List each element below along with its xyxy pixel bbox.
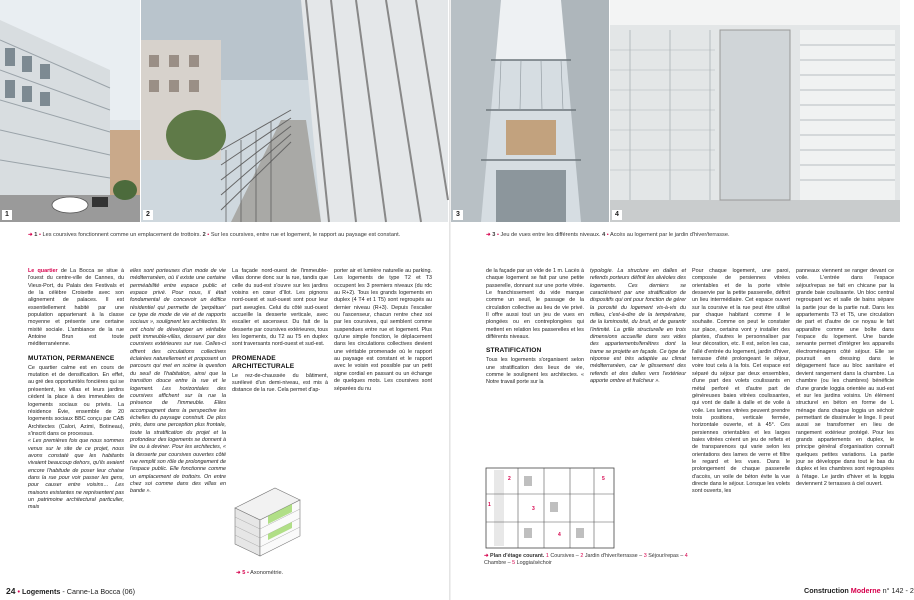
article-column-3 — [232, 268, 328, 473]
issue-number: n° 142 - 2 — [882, 586, 914, 595]
caption-num: 1 — [34, 232, 38, 238]
photo-3-image — [451, 0, 609, 222]
article-column-7 — [692, 268, 790, 586]
quote-text: « Les premières fois que nous sommes venus sur le site de ce projet, nous avons constaté que les habitants vivaient beaucoup dehors, qu'ils avaient encore l'habitude de poser leur chaise dans la rue pour voir passer les gens, pour causer entre voisins… Les maisons existantes ne représentent pas un patrimoine architectural particulier, mais — [28, 438, 124, 511]
photo-4 — [610, 0, 900, 222]
plan-label: 1 — [488, 502, 491, 508]
paragraph-text: typologie. La structure en dalles et refends porteurs définit les alvéoles des logements. Ces derniers se caractérisent par une stratification de dispositifs qui ont pour fonction de gérer la porosité du logement vis-à-vis du milieu, c'est-à-dire de la température, de la luminosité, du bruit, et de garantir l'intimité. La grille structurelle en trois dimensions accueille dans ses vides des appartements/fenêtres dont la trame se projette en façade. Ce type de réponse est très adaptée au climat méditerranéen, car le glissement des refends et des dalles vers l'extérieur apporte ombre et fraîcheur ». — [590, 268, 686, 385]
paragraph: porter air et lumière naturelle au parking. Les logements de type T2 et T3 occupent les 3 premiers niveaux (du rdc au R+2). Tous les grands logements en duplex (4 T4 et 1 T5) sont regroupés au dernier niveau (R+3). Depuis l'escalier ou l'ascenseur, chacun rentre chez soi par les coursives, qui semblent comme suspendues entre rue et logement. Plus qu'une simple fonction, le déplacement dans les circulations collectives devient une véritable promenade où le rapport au paysage est constant et le rapport avec le voisin est possible par un petit signe cordial en passant ou un échange de quelques mots. Les coursives sont séparées du nu — [334, 268, 432, 392]
photo-3 — [451, 0, 609, 222]
paragraph: La façade nord-ouest de l'immeuble-villas donne donc sur la rue, tandis que celle du sud-est s'ouvre sur les jardins voisins en cœur d'îlot. Les pignons nord-ouest et sud-ouest sont pour leur part aveugles. Celui du côté sud-ouest accueille la desserte verticale, avec escalier et ascenseur. Du fait de la desserte par coursives extérieures, tous les logements, du T2 au T5 en duplex sont traversants nord-ouest et sud-est. — [232, 268, 328, 348]
section-heading: STRATIFICATION — [486, 347, 542, 355]
legend-label: Jardin d'hiver/terrasse — [584, 553, 638, 559]
paragraph — [130, 268, 226, 496]
caption-text: Les coursives fonctionnent comme un emplacement de trottoirs. — [42, 232, 202, 238]
caption-text: Jeu de vues entre les différents niveaux. — [500, 232, 601, 238]
page-number: 24 — [6, 586, 16, 596]
plan-label: 2 — [508, 476, 511, 482]
photo-3-number: 3 — [453, 210, 463, 220]
caption-arrow-icon: ➜ — [236, 570, 241, 576]
caption-text: Sur les coursives, entre rue et logement, le rapport au paysage est constant. — [210, 232, 401, 238]
plan-label: 5 — [602, 476, 605, 482]
legend-num: 1 — [545, 553, 549, 559]
footer-right — [804, 586, 914, 595]
magazine-name-b: Moderne — [850, 586, 881, 595]
article-column-8 — [796, 268, 894, 586]
paragraph: Ce quartier calme est en cours de mutation et de densification. En effet, au gré des opportunités foncières qui se présentent, les villas et leurs jardins cèdent la place à des immeubles de logements sociaux ou privés. La résidence Évie, ensemble de 20 logements sociaux BBC conçu par CAB Architectes (Calori, Azimi, Botineau), s'inscrit dans ce processus. — [28, 364, 124, 437]
caption-left — [28, 232, 400, 239]
caption-arrow-icon: ➜ — [28, 232, 33, 238]
quote-paragraph — [28, 438, 124, 511]
legend-label: Séjour/repas — [648, 553, 679, 559]
caption-dot-icon: • — [496, 232, 499, 238]
caption-dot-icon: • — [246, 570, 249, 576]
plan-caption-title: Plan d'étage courant. — [490, 553, 545, 559]
caption-arrow-icon: ➜ — [484, 553, 489, 559]
location: Canne-La Bocca (06) — [66, 587, 136, 596]
photo-1 — [0, 0, 140, 222]
footer-left — [6, 586, 135, 596]
caption-num: 2 — [202, 232, 206, 238]
axonometry-caption — [236, 570, 283, 576]
article-column-2 — [130, 268, 226, 586]
legend-label: Loggia/séchoir — [516, 560, 552, 566]
photo-1-image — [0, 0, 140, 222]
legend-num: 4 — [684, 553, 688, 559]
paragraph-text: de La Bocca se situe à l'ouest du centre-ville de Cannes, du Vieux-Port, du Palais des Festivals et de la célèbre Croisette avec son alignement de palaces. Il est essentiellement habité par une population appartenant à la classe moyenne et présente une certaine mixité sociale. L'ambiance de la rue Antoine Brun est toute méditerranéenne. — [28, 268, 124, 348]
caption-num: 3 — [492, 232, 496, 238]
legend-label: Coursives — [550, 553, 575, 559]
caption-dot-icon: • — [38, 232, 41, 238]
photo-2-number: 2 — [143, 210, 153, 220]
caption-arrow-icon: ➜ — [486, 232, 491, 238]
paragraph — [28, 268, 124, 349]
plan-caption: ➜ Plan d'étage courant. 1 Coursives – 2 Jardin d'hiver/terrasse – 3 Séjour/repas – 4 Chambre – 5 Loggia/séchoir — [484, 553, 688, 566]
axonometry-caption-text: Axonométrie. — [250, 570, 284, 576]
photo-1-number: 1 — [2, 210, 12, 220]
paragraph: Pour chaque logement, une paroi, composée de persiennes vitrées orientables et de la porte vitrée desservie par la petite passerelle, définit un lieu intermédiaire. Cet espace ouvert sur la coursive et la rue peut être utilisé par chaque habitant comme il le souhaite. Comme on peut le constater sur place, certains vont y installer des plantes, d'autres le personnaliser par leur décoration, etc. Il est, selon les cas, l'allé d'entrée du logement, jardin d'hiver, terrasse d'été prolongeant le séjour, voire tout cela à la fois. Cet espace est séparé du séjour par deux ensembles, d'une part des volets coulissants en métal perforé et d'autre part de généreuses baies vitrées coulissantes, qui vont de dalle à dalle et de voile à voile. Les lames vitrées peuvent prendre trois positions, verticale fermée, horizontale ouverte, et à 45°. Ces persiennes orientables et les larges baies vitrées créent un jeu de reflets et de transparences qui varie selon les orientations des lames de verre et filtre le regard et les vues. Dans le prolongement de chaque passerelle d'accès, un voile de béton évite la vue directe dans le séjour. Lorsque les volets sont ouverts, les — [692, 268, 790, 495]
caption-dot-icon: • — [207, 232, 210, 238]
folio-separator: - — [62, 587, 65, 596]
legend-num: 5 — [512, 560, 516, 566]
article-column-1 — [28, 268, 124, 586]
legend-num: 3 — [643, 553, 647, 559]
article-column-4 — [334, 268, 432, 473]
plan-label: 4 — [558, 532, 561, 538]
paragraph-text: elles sont porteuses d'un mode de vie méditerranéen, où il existe une certaine perméabilité entre espace public et espace privé. Pour nous, il était fondamental de concevoir un édifice résidentiel qui permette de 'perpétuer' ce type de mode de vie et de rapports sociaux », soulignent les architectes. Ils ont choisi de développer un véritable petit immeuble-villas, desservi par des coursives extérieures sur rue. Celles-ci offrent des circulations collectives éclairées naturellement et proposent un parcours qui met en scène la question du seuil de l'habitation, ainsi que la transition douce entre la rue et le logement. Les horizontales des coursives affichent sur la rue la présence de l'immeuble. Elles accompagnent dans la perspective les échelles du paysage construit. De plus près, dans une perception plus frontale, toute la stratification du projet et la profondeur des logements se donnent à lire ou à deviner. Pour les architectes, « la desserte par coursives ouvertes côté rue remplit son rôle de prolongement de l'espace public. Elle fonctionne comme un emplacement de trottoirs. On entre chez soi comme dans des villas en bande ». — [130, 268, 226, 495]
lead-in: Le quartier — [28, 268, 58, 274]
section-heading: PROMENADE ARCHITECTURALE — [232, 354, 295, 370]
photo-4-number: 4 — [612, 210, 622, 220]
figure-number: 5 — [242, 570, 246, 576]
section-name: Logements — [22, 587, 61, 596]
legend-num: 2 — [580, 553, 584, 559]
legend-label: Chambre — [484, 560, 507, 566]
folio-dot-icon: • — [17, 587, 20, 596]
photo-2-image — [141, 0, 448, 222]
caption-dot-icon: • — [606, 232, 609, 238]
plan-label: 3 — [532, 506, 535, 512]
article-column-5 — [486, 268, 584, 458]
paragraph: Le rez-de-chaussée du bâtiment, surélevé d'un demi-niveau, est mis à distance de la rue. Cela permet d'ap- — [232, 372, 328, 394]
article-column-6 — [590, 268, 686, 458]
caption-right — [486, 232, 730, 239]
paragraph: Tous les logements s'organisent selon une stratification des lieux de vie, comme le soulignent les architectes. « Notre travail porte sur la — [486, 357, 584, 386]
magazine-name-a: Construction — [804, 586, 849, 595]
floor-plan-drawing — [482, 466, 618, 552]
paragraph: panneaux viennent se ranger devant ce voile. L'entrée dans l'espace séjour/repas se fait en chicane par la grande baie coulissante. Un bloc central regroupant wc et salle de bains sépare la partie jour de la partie nuit. Dans les appartements T3 et T5, une circulation de part et d'autre de ce noyau le fait apparaître comme une boîte dans l'espace du logement. Une bande servante permet d'intégrer les appareils électroménagers côté séjour. Elle se poursuit en dressing dans le dégagement face au bloc sanitaire et devient rangement dans la chambre. La chambre (ou les chambres) bénéficie d'une grande loggia orientée au sud-est et sur les jardins voisins. Un élément structurel en béton en forme de L ménage dans chaque loggia un séchoir permettant de dissimuler le linge. Il peut aussi se transformer en lieu de rangement extérieur protégé. Pour les grands appartements en duplex, le principe général d'organisation connaît quelques petites variations. La partie jour se développe dans tout le bas du duplex et les chambres sont regroupées à l'étage. Le jardin d'hiver et la loggia deviennent 2 terrasses à ciel ouvert. — [796, 268, 894, 487]
section-heading: MUTATION, PERMANENCE — [28, 354, 115, 362]
photo-4-image — [610, 0, 900, 222]
paragraph: de la façade par un vide de 1 m. Lacès à chaque logement se fait par une petite passerelle, donnant sur une porte vitrée. Le franchissement du vide marque comme un seuil, le passage de la circulation collective au lieu de vie privé. Il offre aussi tout un jeu de vues en plongées ou en contreplongées qui mettent en relation les passerelles et les différents niveaux. — [486, 268, 584, 341]
page-gutter — [449, 0, 451, 600]
axonometry-drawing — [230, 478, 305, 560]
photo-2 — [141, 0, 448, 222]
paragraph — [590, 268, 686, 386]
caption-text: Accès au logement par le jardin d'hiver/terrasse. — [609, 232, 730, 238]
caption-num: 4 — [602, 232, 606, 238]
